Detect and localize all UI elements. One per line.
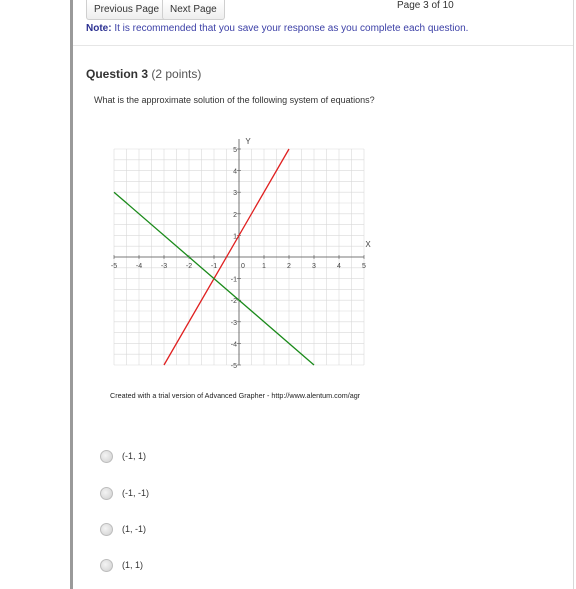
choice-label: (1, 1) [122, 560, 144, 570]
note-prefix: Note: [86, 23, 112, 34]
x-tick-label: -3 [160, 263, 168, 270]
next-page-button[interactable]: Next Page [162, 0, 225, 20]
graph-credit: Created with a trial version of Advanced Grapher - http://www.alentum.com/agr [110, 391, 361, 400]
save-note [86, 23, 468, 34]
choice-label: (1, -1) [122, 524, 147, 534]
x-axis-label: X [365, 240, 371, 249]
y-tick-label: 1 [233, 233, 237, 241]
y-axis-label: Y [245, 137, 251, 146]
left-border [70, 0, 73, 589]
x-tick-label: 4 [337, 263, 341, 270]
radio-button[interactable] [100, 450, 113, 463]
previous-page-button[interactable]: Previous Page [86, 0, 167, 20]
choice-label: (-1, -1) [122, 488, 149, 498]
y-tick-label: 2 [233, 211, 237, 219]
note-text: It is recommended that you save your response as you complete each question. [114, 23, 469, 34]
x-tick-label: 0 [241, 263, 245, 270]
y-tick-label: 3 [233, 190, 237, 198]
question-title [86, 67, 201, 81]
y-tick-label: -2 [230, 298, 237, 306]
x-tick-label: 3 [312, 263, 316, 270]
radio-button[interactable] [100, 487, 113, 500]
question-number: Question 3 [86, 67, 149, 81]
question-points: (2 points) [151, 67, 202, 81]
radio-button[interactable] [100, 523, 113, 536]
y-tick-label: 4 [233, 168, 237, 176]
right-border [573, 0, 574, 589]
page-indicator: Page 3 of 10 [397, 0, 454, 11]
x-tick-label: -4 [135, 263, 143, 270]
y-tick-label: -5 [230, 363, 237, 370]
choice-label: (-1, 1) [122, 451, 147, 461]
divider [73, 45, 573, 46]
x-tick-label: 1 [262, 263, 266, 270]
graph-image [94, 118, 384, 408]
x-tick-label: -1 [210, 263, 218, 270]
y-tick-label: -4 [230, 341, 237, 349]
x-tick-label: -5 [110, 263, 118, 270]
question-prompt: What is the approximate solution of the following system of equations? [94, 95, 375, 105]
x-tick-label: -2 [185, 263, 193, 270]
y-tick-label: -3 [230, 319, 237, 327]
x-tick-label: 2 [287, 263, 291, 270]
x-tick-label: 5 [362, 263, 366, 270]
radio-button[interactable] [100, 559, 113, 572]
y-tick-label: 5 [233, 147, 237, 154]
y-tick-label: -1 [230, 276, 237, 284]
coordinate-graph [94, 118, 384, 408]
